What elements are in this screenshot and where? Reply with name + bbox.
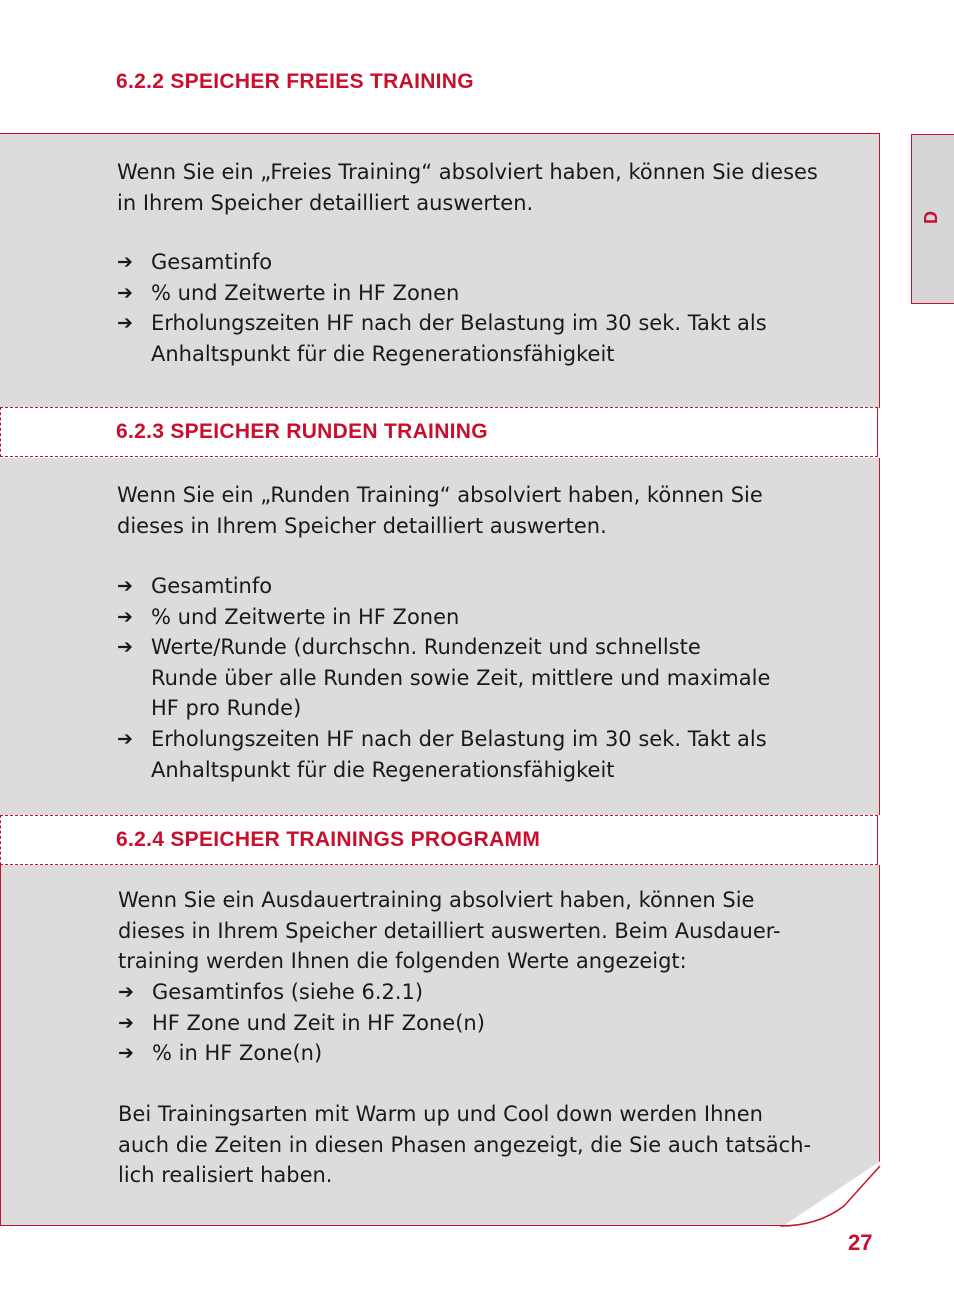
outro-line: lich realisiert haben.	[118, 1163, 333, 1188]
section-panel-6-2-2	[0, 133, 880, 408]
language-tab-label: D	[921, 211, 941, 224]
outro-line: Bei Trainingsarten mit Warm up und Cool down werden Ihnen	[118, 1102, 763, 1126]
language-tab	[911, 134, 954, 304]
list-item-text: HF Zone und Zeit in HF Zone(n)	[152, 1010, 485, 1035]
section-intro	[118, 885, 838, 977]
list-item	[118, 1038, 818, 1069]
page-number: 27	[848, 1230, 873, 1255]
intro-line: Wenn Sie ein „Runden Training“ absolviert haben, können Sie	[117, 483, 763, 507]
arrow-right-icon: ➔	[117, 605, 133, 628]
outro-line: auch die Zeiten in diesen Phasen angezeigt, die Sie auch tatsäch-	[118, 1132, 812, 1157]
section-intro	[117, 480, 837, 541]
list-item	[117, 247, 817, 278]
arrow-right-icon: ➔	[117, 636, 133, 659]
arrow-right-icon: ➔	[117, 575, 133, 597]
bullet-list	[117, 247, 817, 369]
section-intro	[117, 157, 837, 218]
list-item	[118, 1008, 818, 1039]
intro-line: dieses in Ihrem Speicher detailliert auswerten. Beim Ausdauer-	[118, 918, 781, 943]
section-header-band	[0, 407, 878, 457]
list-item	[117, 308, 817, 369]
panel-corner-decoration	[780, 1160, 882, 1228]
list-item-text: Gesamtinfos (siehe 6.2.1)	[152, 980, 424, 1004]
section-header-band	[0, 815, 878, 865]
list-item-text: Erholungszeiten HF nach der Belastung im 30 sek. Takt als Anhaltspunkt für die Regenerationsfähigkeit	[151, 311, 767, 366]
list-item-text: Gesamtinfo	[151, 250, 273, 274]
arrow-right-icon: ➔	[118, 1042, 134, 1065]
list-item-text: Werte/Runde (durchschn. Rundenzeit und schnellste Runde über alle Runden sowie Zeit, mittlere und maximale HF pro Runde)	[151, 635, 771, 721]
list-item-text: % und Zeitwerte in HF Zonen	[151, 280, 460, 305]
list-item-text: Gesamtinfo	[151, 574, 273, 598]
list-item	[117, 724, 807, 785]
section-panel-6-2-4	[0, 865, 880, 1226]
arrow-right-icon: ➔	[117, 251, 133, 273]
list-item	[117, 278, 817, 309]
arrow-right-icon: ➔	[118, 981, 134, 1003]
list-item	[117, 602, 807, 633]
intro-line: Wenn Sie ein „Freies Training“ absolviert haben, können Sie dieses	[117, 160, 818, 184]
arrow-right-icon: ➔	[117, 312, 133, 335]
bullet-list	[118, 977, 818, 1069]
section-panel-6-2-3	[0, 458, 880, 815]
arrow-right-icon: ➔	[117, 281, 133, 304]
section-heading-6-2-3: 6.2.3 SPEICHER RUNDEN TRAINING	[116, 420, 488, 443]
intro-line: dieses in Ihrem Speicher detailliert auswerten.	[117, 513, 607, 538]
arrow-right-icon: ➔	[118, 1011, 134, 1034]
bullet-list	[117, 571, 807, 785]
list-item-text: % und Zeitwerte in HF Zonen	[151, 604, 460, 629]
list-item-text: Erholungszeiten HF nach der Belastung im 30 sek. Takt als Anhaltspunkt für die Regenerationsfähigkeit	[151, 726, 767, 782]
list-item	[117, 571, 807, 602]
intro-line: Wenn Sie ein Ausdauertraining absolviert haben, können Sie	[118, 888, 755, 912]
section-outro	[118, 1099, 838, 1191]
section-heading-6-2-2: 6.2.2 SPEICHER FREIES TRAINING	[116, 70, 474, 93]
list-item-text: % in HF Zone(n)	[152, 1041, 323, 1066]
list-item	[117, 632, 771, 724]
arrow-right-icon: ➔	[117, 727, 133, 750]
section-heading-6-2-4: 6.2.4 SPEICHER TRAININGS PROGRAMM	[116, 828, 541, 851]
intro-line: training werden Ihnen die folgenden Werte angezeigt:	[118, 949, 687, 974]
list-item	[118, 977, 818, 1008]
intro-line: in Ihrem Speicher detailliert auswerten.	[117, 190, 534, 215]
